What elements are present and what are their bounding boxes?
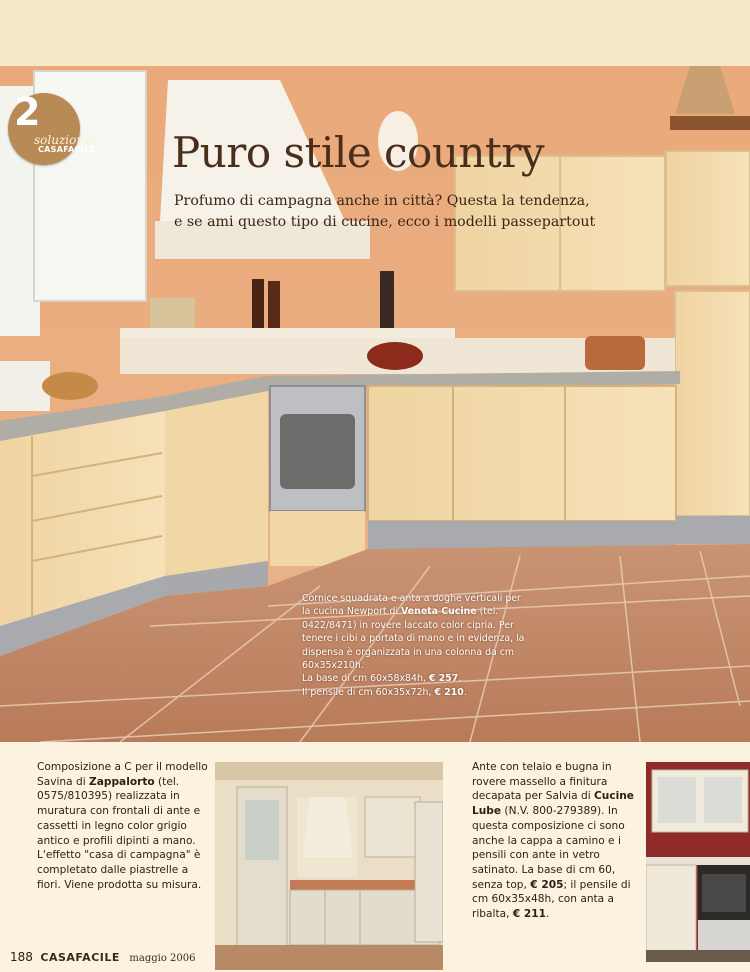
right-brand: Cucine Lube (472, 790, 634, 818)
deck-line: Profumo di campagna anche in città? Questa la tendenza, (174, 193, 590, 209)
caption-price: € 257 (428, 673, 459, 685)
page-number: 188 (10, 950, 33, 964)
article-headline: Puro stile country (172, 128, 545, 177)
caption-brand: Veneta Cucine (401, 606, 477, 618)
magazine-name: CASAFACILE (40, 951, 120, 964)
badge-brand: CASAFACILE (38, 145, 96, 154)
left-column-text: Composizione a C per il modello Savina di Zappalorto (tel. 0575/810395) realizzata in muratura con frontali di ante e cassetti in legno color grigio antico e profili dipinti a mano. L'effetto "casa di campagna" è completato dalle piastrelle a fiori. Viene prodotta su misura. (37, 761, 208, 891)
badge-number: 2 (14, 90, 41, 134)
right-price: € 205 (530, 878, 564, 891)
issue-date: maggio 2006 (129, 953, 196, 964)
badge-label: soluzione (34, 133, 92, 147)
left-brand: Zappalorto (89, 775, 155, 788)
page-footer (10, 950, 195, 964)
right-column-text: Ante con telaio e bugna in rovere massello a finitura decapata per Salvia di Cucine Lube (N.V. 800-279389). In questa composizione ci sono anche la cappa a camino e i pensili con ante in vetro satinato. La base di cm 60, senza top, € 205; il pensile di cm 60x35x48h, con anta a ribalta, € 211. (472, 761, 634, 921)
article-deck (174, 191, 595, 233)
deck-line: e se ami questo tipo di cucine, ecco i modelli passepartout (174, 214, 596, 230)
photo-caption: Cornice squadrata e anta a doghe verticali per la cucina Newport di Veneta Cucine (tel. 0422/8471) in rovere laccato color cipria. Per tenere i cibi a portata di mano e in evidenza, la dispensa è organizzata in una colonna da cm 60x35x210h. La base di cm 60x58x84h, € 257. Il pensile di cm 60x35x72h, € 210. (302, 593, 525, 698)
salvia-kitchen-photo (646, 762, 750, 962)
caption-price: € 210 (434, 686, 464, 698)
solution-badge (8, 90, 96, 165)
right-price: € 211 (512, 908, 547, 921)
top-margin (0, 0, 750, 66)
savina-kitchen-photo (215, 762, 443, 970)
